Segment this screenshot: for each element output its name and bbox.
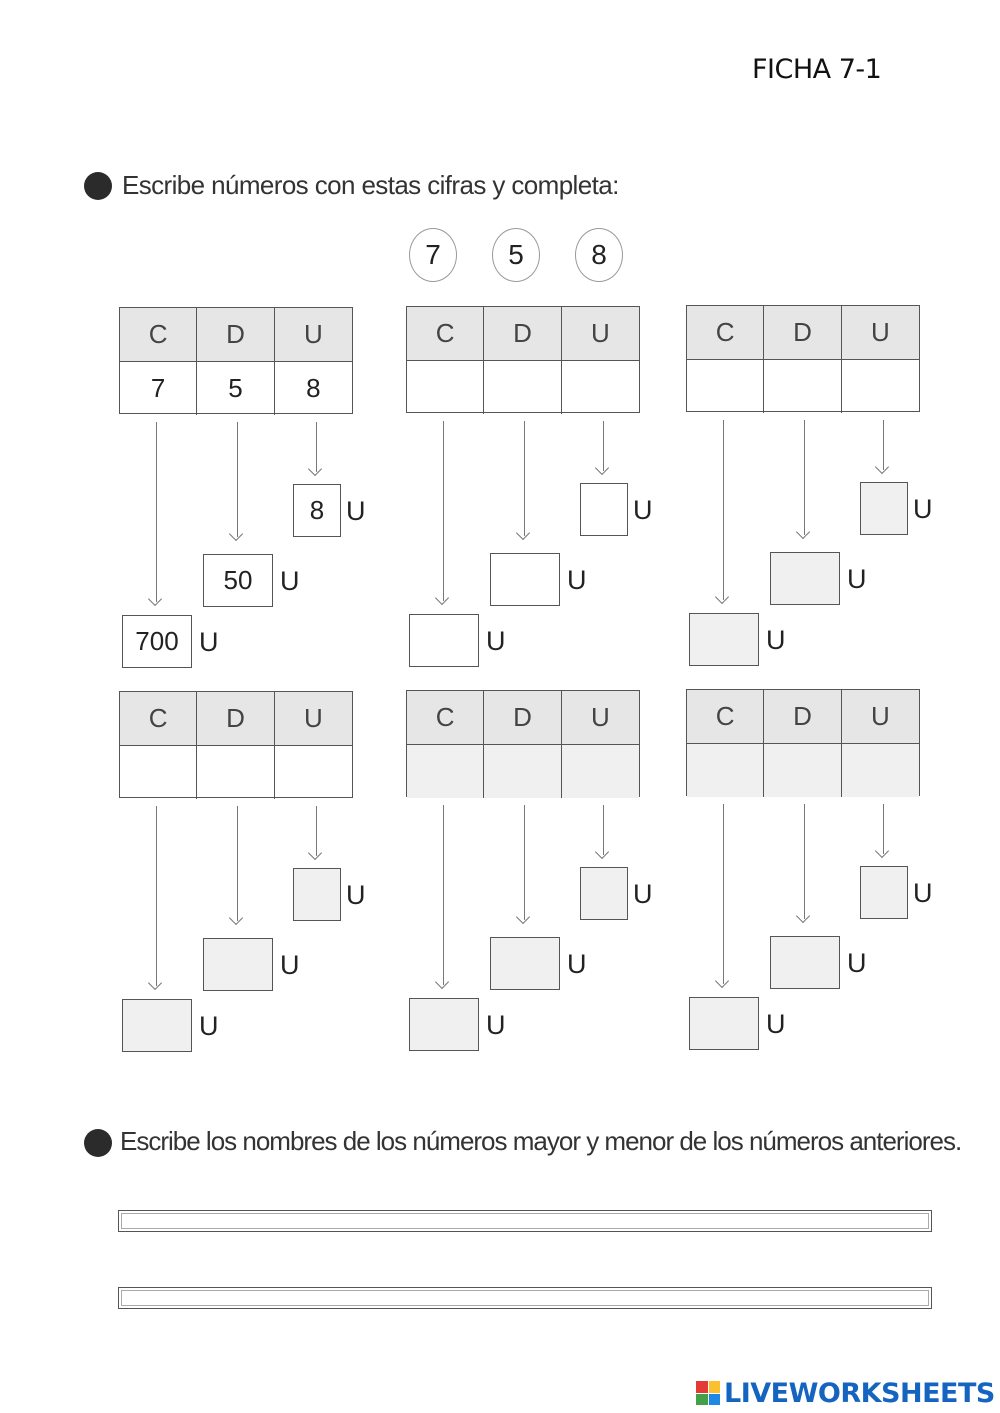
unit-label: U — [633, 495, 653, 525]
units-answer-box: 8 — [293, 484, 341, 537]
place-value-block-2 — [406, 306, 653, 676]
header-u: U — [275, 692, 352, 746]
header-u: U — [275, 308, 352, 362]
cell-d: 5 — [197, 362, 274, 415]
cdu-table — [119, 307, 353, 414]
arrow-down-icon — [237, 422, 238, 537]
arrow-down-icon — [443, 421, 444, 601]
header-c: C — [687, 306, 764, 360]
unit-label: U — [847, 948, 867, 978]
arrow-down-icon — [316, 422, 317, 472]
liveworksheets-logo — [696, 1378, 995, 1408]
tens-answer-input[interactable] — [490, 937, 560, 990]
cdu-table — [406, 306, 640, 413]
unit-label: U — [633, 879, 653, 909]
unit-label: U — [346, 880, 366, 910]
digit-circle: 8 — [575, 228, 623, 282]
place-value-block-5 — [406, 690, 653, 1060]
arrow-down-icon — [316, 806, 317, 856]
header-u: U — [562, 691, 639, 745]
cell-d-input[interactable] — [484, 361, 561, 414]
exercise1-instruction: Escribe números con estas cifras y completa: — [122, 170, 619, 200]
digit-circle: 5 — [492, 228, 540, 282]
header-u: U — [842, 306, 919, 360]
unit-label: U — [766, 625, 786, 655]
cdu-table — [686, 689, 920, 796]
header-d: D — [764, 306, 841, 360]
tens-answer-input[interactable] — [770, 936, 840, 989]
unit-label: U — [567, 565, 587, 595]
header-c: C — [120, 308, 197, 362]
units-answer-input[interactable] — [860, 866, 908, 919]
hundreds-answer-input[interactable] — [409, 998, 479, 1051]
header-c: C — [687, 690, 764, 744]
hundreds-answer-input[interactable] — [689, 613, 759, 666]
place-value-block-example — [119, 307, 366, 677]
arrow-down-icon — [804, 804, 805, 919]
unit-label: U — [567, 949, 587, 979]
arrow-down-icon — [883, 804, 884, 854]
exercise2-instruction: Escribe los nombres de los números mayor y menor de los números anteriores. — [120, 1126, 962, 1156]
arrow-down-icon — [524, 421, 525, 536]
hundreds-answer-box: 700 — [122, 615, 192, 668]
header-d: D — [484, 691, 561, 745]
place-value-block-4 — [119, 691, 366, 1061]
hundreds-answer-input[interactable] — [409, 614, 479, 667]
hundreds-answer-input[interactable] — [689, 997, 759, 1050]
units-answer-input[interactable] — [293, 868, 341, 921]
header-d: D — [197, 692, 274, 746]
cell-d-input[interactable] — [764, 744, 841, 797]
tens-answer-input[interactable] — [490, 553, 560, 606]
cell-c-input[interactable] — [687, 360, 764, 413]
header-d: D — [764, 690, 841, 744]
hundreds-answer-input[interactable] — [122, 999, 192, 1052]
unit-label: U — [913, 494, 933, 524]
unit-label: U — [766, 1009, 786, 1039]
header-u: U — [842, 690, 919, 744]
place-value-block-6 — [686, 689, 933, 1059]
cell-u: 8 — [306, 373, 321, 403]
place-value-block-3 — [686, 305, 933, 675]
unit-label: U — [199, 627, 219, 657]
cdu-table — [119, 691, 353, 798]
unit-label: U — [847, 564, 867, 594]
arrow-down-icon — [723, 420, 724, 600]
arrow-down-icon — [603, 805, 604, 855]
unit-label: U — [346, 496, 366, 526]
cell-c: 7 — [120, 362, 197, 415]
bullet-icon — [84, 1129, 112, 1157]
header-c: C — [407, 307, 484, 361]
arrow-down-icon — [156, 422, 157, 602]
arrow-down-icon — [237, 806, 238, 921]
header-c: C — [407, 691, 484, 745]
header-c: C — [120, 692, 197, 746]
cell-c-input[interactable] — [407, 361, 484, 414]
cell-c-input[interactable] — [407, 745, 484, 798]
header-u: U — [562, 307, 639, 361]
bullet-icon — [84, 172, 112, 200]
cell-u-input[interactable] — [275, 746, 352, 799]
answer-line-smallest[interactable] — [118, 1287, 932, 1309]
units-answer-input[interactable] — [580, 483, 628, 536]
unit-label: U — [913, 878, 933, 908]
digit-circle: 7 — [409, 228, 457, 282]
tens-answer-box: 50 — [203, 554, 273, 607]
cdu-table — [406, 690, 640, 797]
cell-d-input[interactable] — [764, 360, 841, 413]
cell-d-input[interactable] — [197, 746, 274, 799]
cell-u-input[interactable] — [842, 744, 919, 797]
cell-u-input[interactable] — [562, 361, 639, 414]
arrow-down-icon — [883, 420, 884, 470]
units-answer-input[interactable] — [580, 867, 628, 920]
header-d: D — [197, 308, 274, 362]
cell-c-input[interactable] — [120, 746, 197, 799]
arrow-down-icon — [723, 804, 724, 984]
units-answer-input[interactable] — [860, 482, 908, 535]
arrow-down-icon — [603, 421, 604, 471]
cell-u-input[interactable] — [842, 360, 919, 413]
unit-label: U — [280, 566, 300, 596]
unit-label: U — [280, 950, 300, 980]
logo-mark-icon — [696, 1381, 720, 1405]
tens-answer-input[interactable] — [770, 552, 840, 605]
unit-label: U — [199, 1011, 219, 1041]
answer-line-greatest[interactable] — [118, 1210, 932, 1232]
cdu-table — [686, 305, 920, 412]
sheet-title: FICHA 7-1 — [752, 54, 882, 85]
arrow-down-icon — [443, 805, 444, 985]
arrow-down-icon — [524, 805, 525, 920]
brand-text: LIVEWORKSHEETS — [724, 1377, 995, 1409]
cell-c-input[interactable] — [687, 744, 764, 797]
unit-label: U — [486, 1010, 506, 1040]
arrow-down-icon — [804, 420, 805, 535]
unit-label: U — [486, 626, 506, 656]
tens-answer-input[interactable] — [203, 938, 273, 991]
header-d: D — [484, 307, 561, 361]
arrow-down-icon — [156, 806, 157, 986]
cell-u-input[interactable] — [562, 745, 639, 798]
cell-d-input[interactable] — [484, 745, 561, 798]
